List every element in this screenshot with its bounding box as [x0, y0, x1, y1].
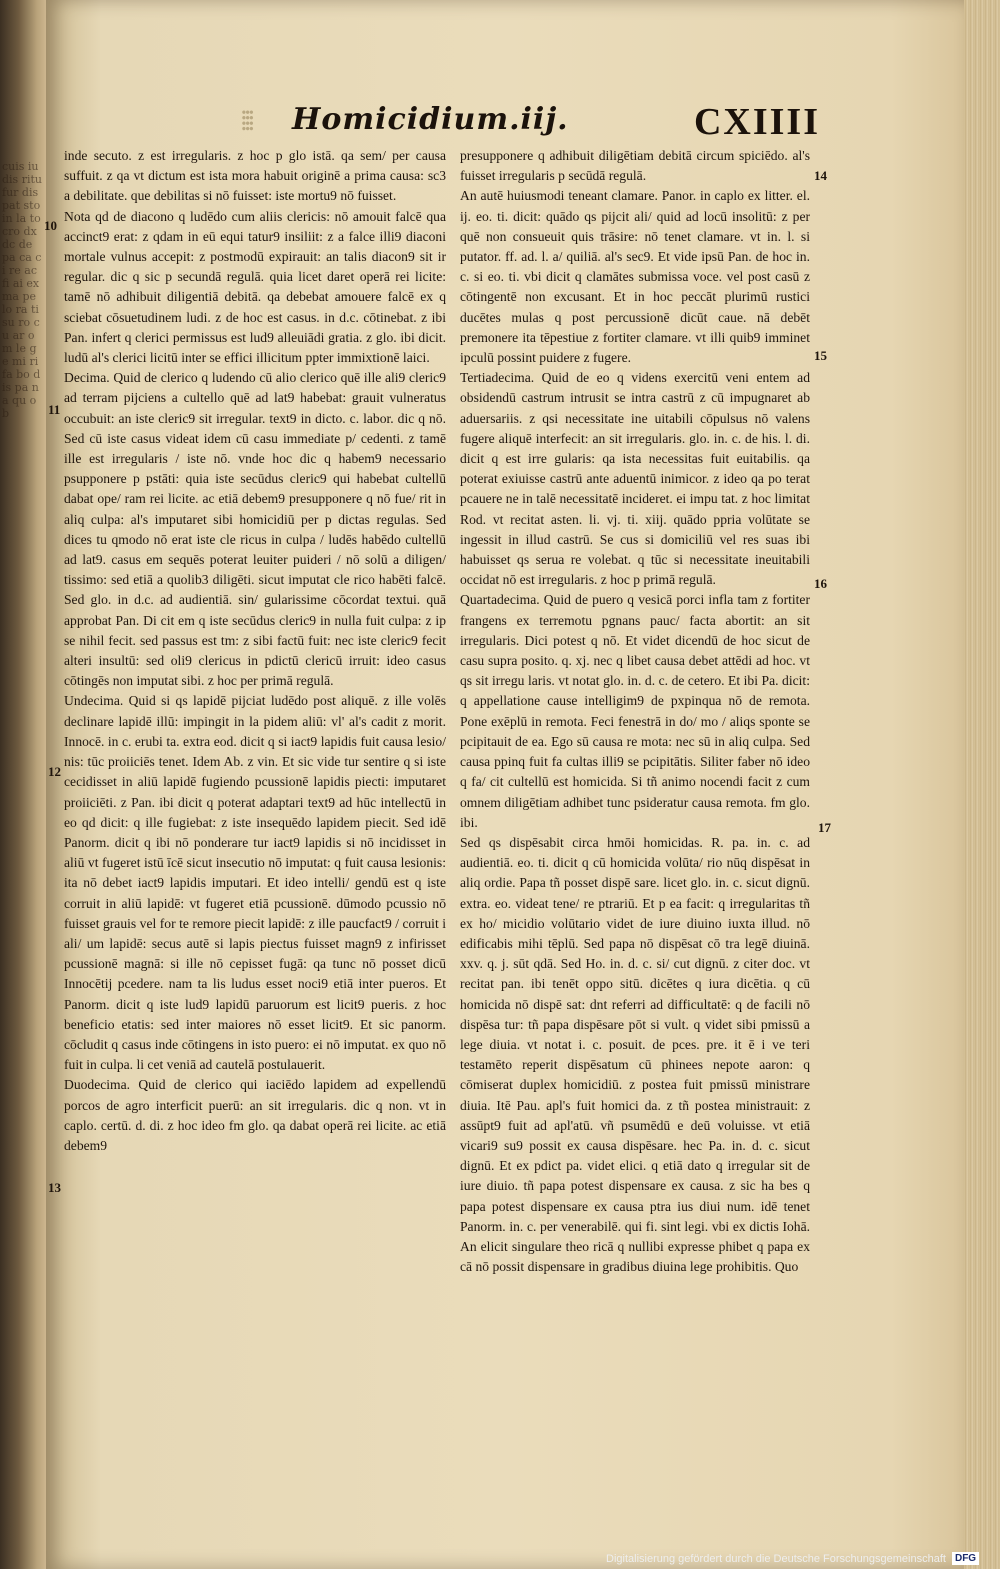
header-ornament: ⁞⁞⁞ — [240, 104, 252, 137]
paragraph: Undecima. Quid si qs lapidē pijciat ludēdo post aliquē. z ille volēs declinare lapidē illū: impingit in la pidem aliū: vl' al's cadit z morit. Innocē. in c. erubi ta. extra eod. dicit q si iact9 lapidis fuit causa lesio/ nis: tūc proiiciēs tenet. Idem Ab. z vin. Et sic vide tur sentire q si iste cecidisset in aliū lapidē fugiendo pcussionē lapidis piecti: imputaret proiiciēti. z Pan. ibi dicit q poterat adaptari text9 ad hūc intellectū in eo qd dicit: q ille fugiebat: z iste insequēdo lapidem piecit. Sed idē Panorm. dicit q ibi nō ponderare tur iact9 lapidis si nō incidisset in aliū vt fugeret istū īcē sicut insecutio nō imputat: q fuit causa lesionis: ita nō debet iact9 lapidis imputari. Et ideo intelli/ gendū est q iste corruit in aliū lapidē: vt fugeret etiā pcussionē. dūmodo pcussio nō fuisset grauis vel for te remore piecit lapidē: z ille paucfact9 / corruit i ali/ um lapidē: secus autē si lapis piectus fuisset magn9 z infirisset pcussionē magnā: si ille nō cepisset fugā: qa tunc nō posset dicū Innocētij pcedere. nam ta lis ludus esset noci9 etiā inter pueros. Et Panorm. dicit q iste lud9 lapidū paruorum est licit9 pueris. z hoc beneficio etatis: sed inter maiores nō esset licit9. Et sic panorm. cōcludit q casus inde cōtingens in isto puero: ei nō imputat. ex quo nō fuit in culpa. li cet veniā ad cautelā postulauerit. — [64, 693, 446, 1073]
left-column — [64, 146, 446, 1156]
paragraph: Tertiadecima. Quid de eo q videns exercitū veni entem ad obsidendū castrum intrusit se intra castrū z cū impugnaret ab aduersariis. z qsi necessitate ine uitabili cōpulsus nō valens fugere aliquē interfecit: an sit irregularis. glo. in. c. de his. l. di. dicit q est irre gularis: qa ista necessitas fuit euitabilis. qa poterat exiuisse castrū ante aduentū inimicor. z ideo qa po terat pcauere ne in talē necessitatē incideret. ei impu tat. z hoc limitat Rod. vt recitat asten. li. vj. ti. xiij. quādo ppria volūtate se ingessit in illud castrū. Se cus si domiciliū vel res suas ibi habuisset qs serua re volebat. q tūc si necessitate ineuitabili occidat nō est irregularis. z hoc p primā regulā. — [460, 370, 810, 588]
margin-number: 10 — [44, 218, 57, 233]
margin-number: 17 — [818, 820, 831, 835]
margin-number: 13 — [48, 1180, 61, 1195]
page-stack-edge — [964, 0, 1000, 1569]
book-binding — [0, 0, 46, 1569]
margin-number: 12 — [48, 764, 61, 779]
facing-page-edge: cuis iudis ritu fur dis pat sto in la to cro dx dc de pa ca ci re ac fi ai ex ma pe lo ra ti su ro cu ar om le ge mi ri fa bo dis pa na qu ob — [2, 160, 42, 420]
page-header — [240, 100, 820, 148]
right-column — [460, 146, 810, 1277]
paragraph: inde secuto. z est irregularis. z hoc p glo istā. qa sem/ per causa suffuit. z qa vt dictum est ista mora habuit originē a prima causa: sc3 a debilitate. que debilitas si nō fuisset: iste mortu9 nō fuisset. — [64, 148, 446, 204]
margin-number: 15 — [814, 348, 827, 363]
margin-number: 16 — [814, 576, 827, 591]
paragraph: Sed qs dispēsabit circa hmōi homicidas. R. pa. in. c. ad audientiā. eo. ti. dicit q cū homicida volūta/ rio nūq dispēsat in aliq ordie. Papa tñ posset dispē sare. licet glo. in. c. sicut dignū. extra. eo. videat tene/ re ptrariū. Et p ea facit: q irregularitas tñ ex ho/ micidio volūtario videt de iure diuino iuxta illud. nō edificabis mihi tēplū. Sed papa nō dispēsat cō tra legē diuinā. xxv. q. j. sūt qdā. Sed Ho. in. d. c. si/ cut dignū. z citer doc. vt recitat pan. ibi tenēt oppo sitū. dicētes q iura dicētia. q cū homicida nō dispē sat: dnt referri ad difficultatē: q de facili nō dispēsa tur: tñ papa dispēsare pōt si vult. q videt sibi pmissū a lege diuia. vt notat i. c. posuit. de pces. pre. it ē i ve teri testamēto reperit dispēsatum cū phinees nepote aaron: q cōmiserat duplex homicidiū. z postea fuit pmissū ministrare diuia. Itē Pau. apl's fuit homici da. z tñ postea ministrauit: z assūpt9 fuit ad apl'atū. vñ psumēdū e deū voluisse. vt etiā vicari9 su9 possit ex causa dispēsare. hec Pa. in. d. c. sicut dignū. Et ex pdict pa. videt elici. q etiā dato q irregular sit de iure diuio. tñ papa potest dispensare ex causa. z sic ha bes q papa potest dispensare ex causa ptra ius diui num. idē tenet Panorm. in. c. per venerabilē. qui fi. sint legi. vbi ex dictis Iohā. An elicit singulare theo ricā q nullibi expresse phibet q papa ex cā nō possit dispensare in gradibus diuina lege prohibitis. Quo — [460, 834, 810, 1275]
paragraph: Decima. Quid de clerico q ludendo cū alio clerico quē ille ali9 cleric9 ad terram pijciens a cultello quē ad lat9 habebat: grauit vulneratus occubuit: an iste cleric9 sit irregular. text9 in dicto. c. labor. dic q nō. Sed cū iste casus videat idem cū casu immediate p/ cedenti. z tamē ille est irregularis / iste nō. vnde hoc dic q habem9 necessario psupponere p pstāti: quia iste secūdus cleric9 qui habebat cultellū dabat ope/ ram rei licite. ac etiā debem9 presupponere q nō fue/ rit in aliq culpa: al's imputaret sibi homicidiū per p dictas regulas. Sed dices tu qmodo nō erat iste cle ricus in culpa / ludēs habēdo cultellū ad lat9. casus em sequēs poterat leuiter puideri / nō solū a diligen/ tissimo: sed etiā a quolib3 diligēti. sicut imputat cle rico habēti falcē. Sed glo. in d.c. ad audientiā. sin/ gularissime cōcordat textui. quā approbat Pan. Di cit em q iste secūdus cleric9 in nulla fuit culpa: z ip se nihil fecit. sed passus est tm: z sibi factū fuit: nec iste cleric9 fecit alteri insultū: sed oli9 clericus in pdictū clericū irruit: ideo casus cōtingēs non imputat sibi. z hoc per primā regulā. — [64, 370, 446, 689]
digitization-credit — [606, 1552, 979, 1565]
paragraph: Nota qd de diacono q ludēdo cum aliis clericis: nō amouit falcē qua accinct9 erat: z qdam in eū equi tatur9 insiliit: z a falce illi9 diaconi mortale vulnus accepit: z postmodū expirauit: an talis diacon9 sit ir regular. dic q sic p secundā regulā. quia licet daret operā rei licite: tamē nō adhibuit diligentiā debitā. qa debebat amouere falcē ex q sciebat cōsuetudinem ludi. z de hoc est casus. in d.c. cōtinebat. z ibi Pan. infert q clerici permissus est lud9 alleuiādi gratia. z glo. ibi dicit. ludū al's clerici licitū inter se effici illicitum ppter immixtionē laici. — [64, 208, 446, 366]
paragraph: presupponere q adhibuit diligētiam debitā circum spiciēdo. al's fuisset irregularis p secūdā regulā. — [460, 148, 810, 184]
margin-number: 11 — [48, 402, 61, 417]
dfg-logo: DFG — [952, 1552, 979, 1565]
paragraph: Duodecima. Quid de clerico qui iaciēdo lapidem ad expellendū porcos de agro interficit puerū: an sit irregularis. dic q non. vt in caplo. certū. d. di. z hoc ideo fm glo. qa dabat operā rei licite. ac etiā debem9 — [64, 1077, 446, 1153]
running-title: Homicidium.iij. — [292, 102, 569, 137]
paragraph: An autē huiusmodi teneant clamare. Panor. in caplo ex litter. el. ij. eo. ti. dicit: quādo qs pijcit ali/ quid ad locū insolitū: z per quē non consueuit quis trāsire: nō tenet clamare. vt in. l. si putator. ff. ad. l. a/ quiliā. al's sec9. Et vide ipsū Pan. de hoc in. c. si eo. ti. vbi dicit q clamātes submissa voce. vel post casū z cōtingentē non excusant. Et in hoc peccāt plurimū rustici ducētes mulas q post percussionē dicūt caue. nā debēt premonere ita tēpestiue z fortiter clamare. vt illi quib9 imminet ipculū possint puidere z fugere. — [460, 188, 810, 366]
folio-number: CXIIII — [693, 101, 820, 143]
margin-number: 14 — [814, 168, 827, 183]
paragraph: Quartadecima. Quid de puero q vesicā porci infla tam z fortiter frangens ex terremotu pgnans pauc/ facta abortit: an sit irregularis. Dici potest q nō. Et videt dicendū de hoc sicut de casu supra posito. q. xj. nec q libet causa debet attēdi ad hoc. vt qs sit irregu laris. vt notat glo. in. d. c. de cetero. Et ibi Pa. dicit: q appellatione cause intelligim9 de pxpinqua nō de remota. Pone exēplū in remota. Feci fenestrā in do/ mo / aliqs sponte se pcipitauit de ea. Ego sū causa re mota: nec sū in aliq culpa. Sed causa ppinq fuit fa cultas illi9 se pcipitātis. Siliter faber nō ideo q fa/ cit cultellū est homicida. Si tñ animo nocendi facit z cum omnem diligētiam adhibet tunc psideratur causa remota. fm glo. ibi. — [460, 592, 810, 830]
credit-text: Digitalisierung gefördert durch die Deutsche Forschungsgemeinschaft — [606, 1552, 946, 1565]
